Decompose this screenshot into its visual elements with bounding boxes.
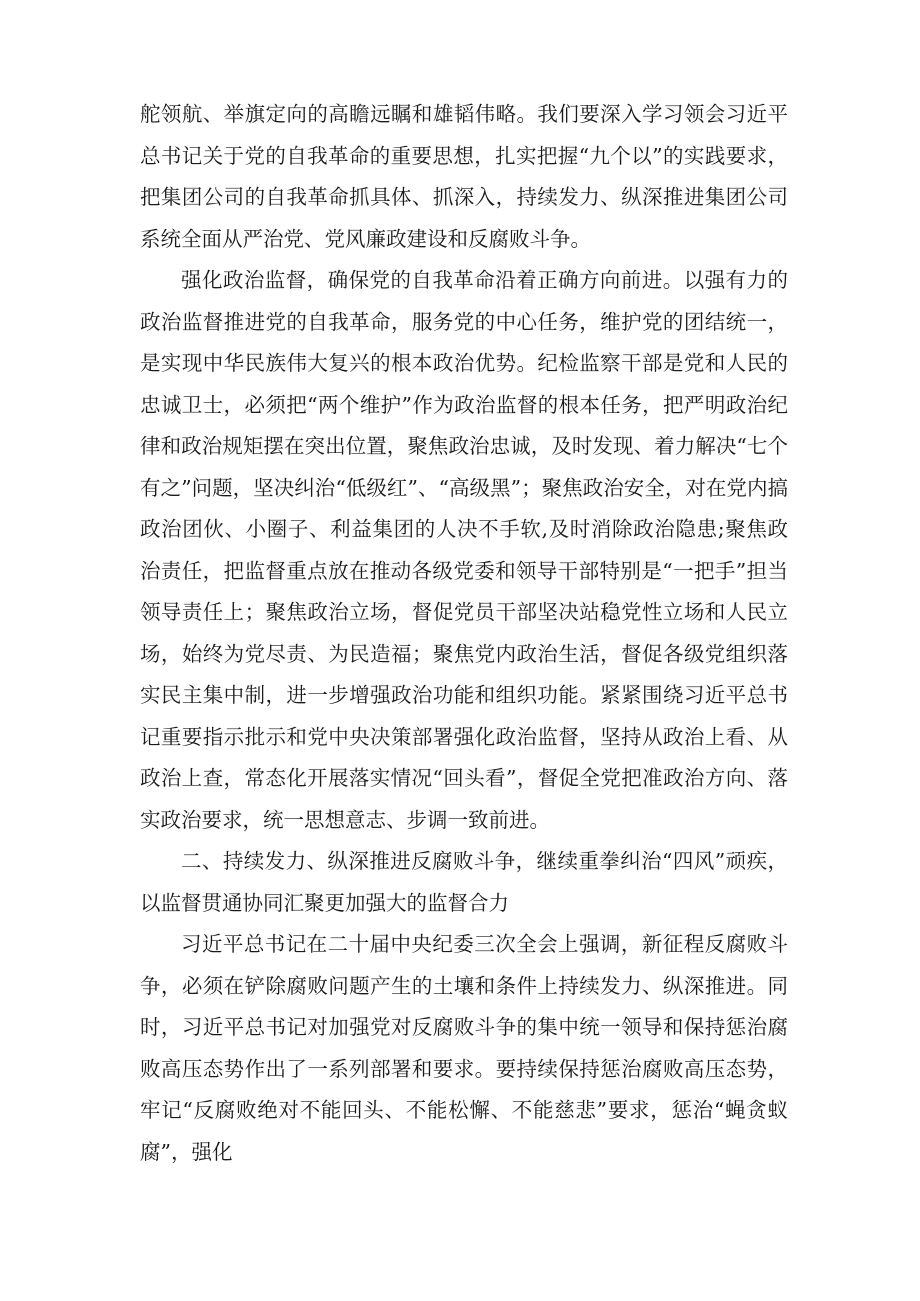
document-body: [140, 94, 788, 1173]
paragraph-political-supervision: 强化政治监督，确保党的自我革命沿着正确方向前进。以强有力的政治监督推进党的自我革命，服务党的中心任务，维护党的团结统一，是实现中华民族伟大复兴的根本政治优势。纪检监察干部是党和人民的忠诚卫士，必须把“两个维护”作为政治监督的根本任务，把严明政治纪律和政治规矩摆在突出位置，聚焦政治忠诚，及时发现、着力解决“七个有之”问题，坚决纠治“低级红”、“高级黑”；聚焦政治安全，对在党内搞政治团伙、小圈子、利益集团的人决不手软,及时消除政治隐患;聚焦政治责任，把监督重点放在推动各级党委和领导干部特别是“一把手”担当领导责任上；聚焦政治立场，督促党员干部坚决站稳党性立场和人民立场，始终为党尽责、为民造福；聚焦党内政治生活，督促各级党组织落实民主集中制，进一步增强政治功能和组织功能。紧紧围绕习近平总书记重要指示批示和党中央决策部署强化政治监督，坚持从政治上看、从政治上查，常态化开展落实情况“回头看”，督促全党把准政治方向、落实政治要求，统一思想意志、步调一致前进。: [140, 268, 788, 832]
section-heading-two: 二、持续发力、纵深推进反腐败斗争，继续重拳纠治“四风”顽疾，以监督贯通协同汇聚更加强大的监督合力: [140, 849, 788, 915]
paragraph-continuation: 舵领航、举旗定向的高瞻远瞩和雄韬伟略。我们要深入学习领会习近平总书记关于党的自我革命的重要思想，扎实把握“九个以”的实践要求，把集团公司的自我革命抓具体、抓深入，持续发力、纵深推进集团公司系统全面从严治党、党风廉政建设和反腐败斗争。: [140, 102, 788, 251]
paragraph-anti-corruption: 习近平总书记在二十届中央纪委三次全会上强调，新征程反腐败斗争，必须在铲除腐败问题产生的土壤和条件上持续发力、纵深推进。同时，习近平总书记对加强党对反腐败斗争的集中统一领导和保持惩治腐败高压态势作出了一系列部署和要求。要持续保持惩治腐败高压态势，牢记“反腐败绝对不能回头、不能松懈、不能慈悲”要求，惩治“蝇贪蚁腐”，强化: [140, 932, 788, 1164]
